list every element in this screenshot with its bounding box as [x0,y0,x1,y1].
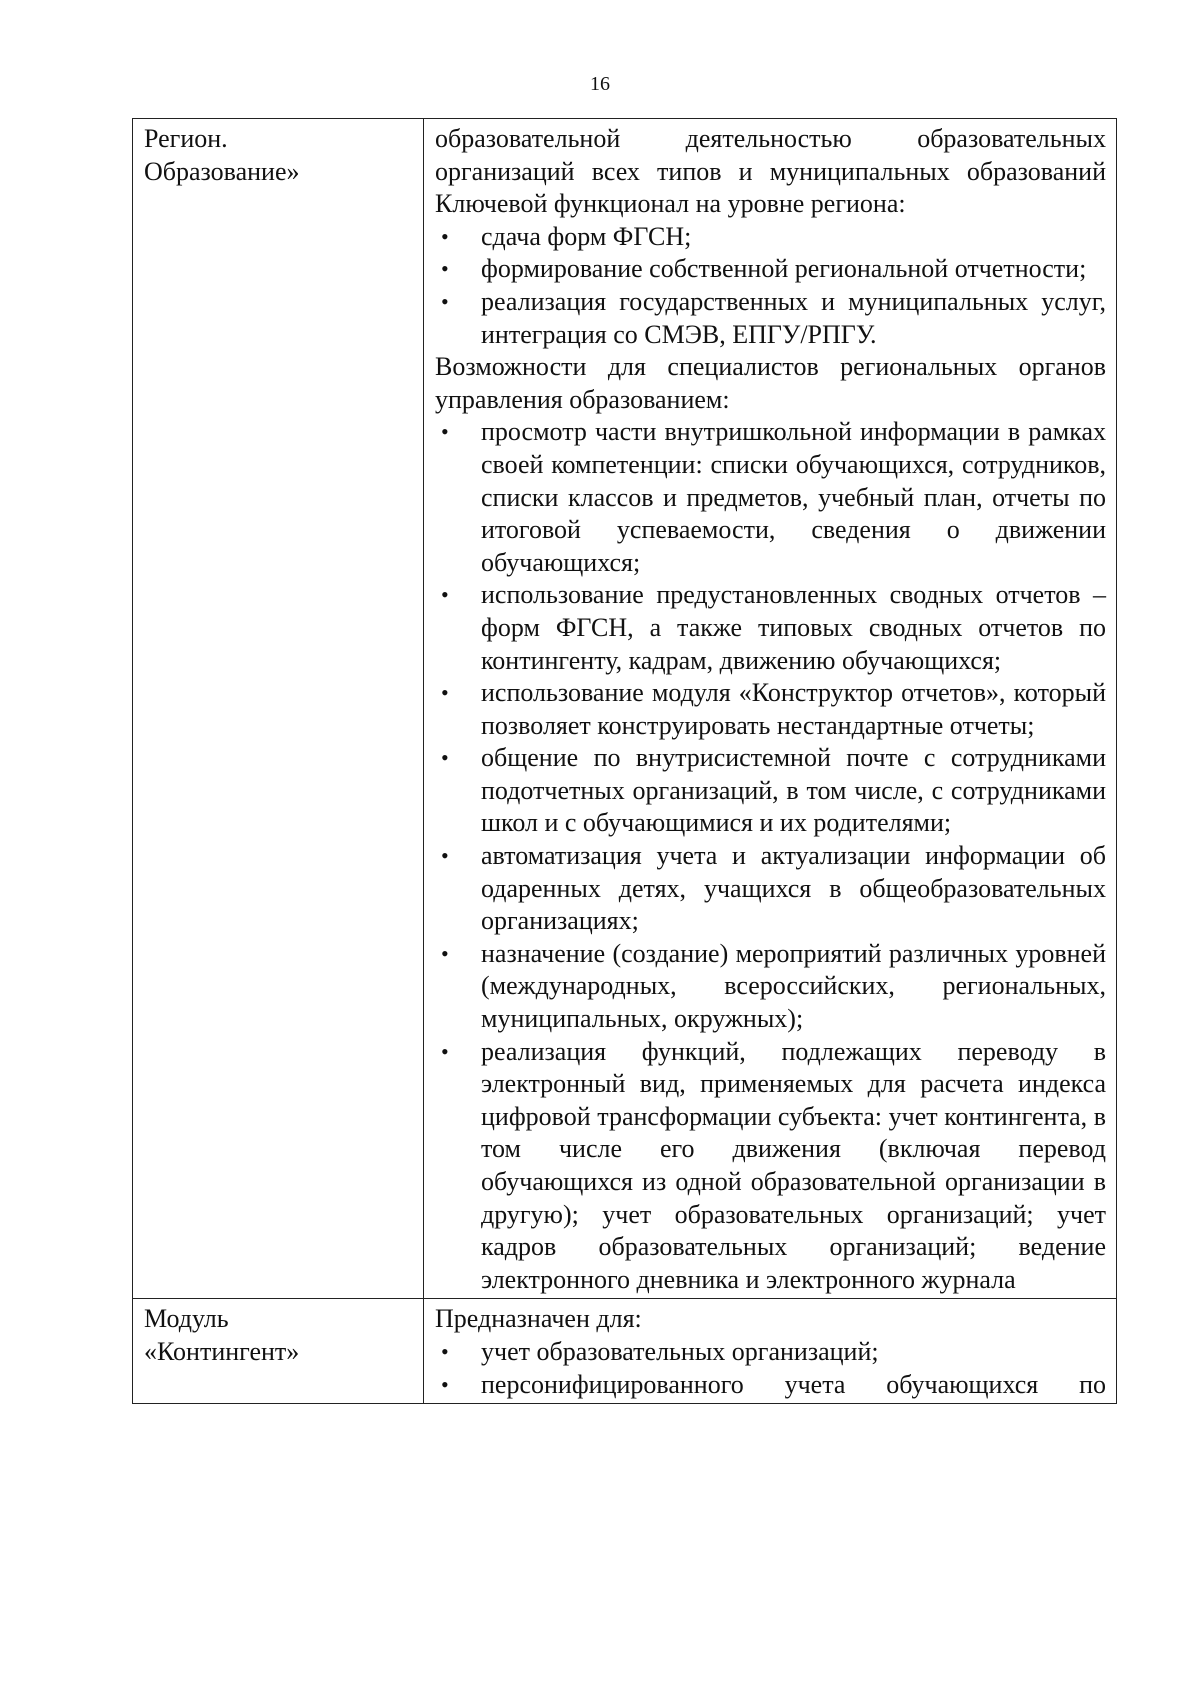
bullet-icon: • [441,1038,449,1064]
bullet-icon: • [441,1338,449,1364]
bullet-icon: • [441,745,449,771]
list-item: • автоматизация учета и актуализации информации об одаренных детях, учащихся в общеобразовательных организациях; [441,841,1106,936]
list-item: • персонифицированного учета обучающихся по [435,1369,1106,1402]
module-name-cell [133,1299,424,1404]
bullet-list [435,416,1106,1296]
bullet-icon: • [441,256,449,282]
list-item: • назначение (создание) мероприятий различных уровней (международных, всероссийских, региональных, муниципальных, окружных); [441,938,1106,1034]
module-name-line: Образование» [144,156,300,186]
bullet-list [435,221,1106,351]
list-item: • использование предустановленных сводных отчетов – форм ФГСН, а также типовых сводных отчетов по контингенту, кадрам, движению обучающихся; [441,580,1106,675]
modules-table [132,118,1117,1404]
bullet-icon: • [441,419,449,445]
module-description-cell [424,1299,1117,1404]
list-item: • учет образовательных организаций; [435,1336,1106,1369]
bullet-list [435,1336,1106,1401]
bullet-icon: • [441,940,449,966]
description-paragraph: Ключевой функционал на уровне региона: [435,189,906,219]
list-item: • общение по внутрисистемной почте с сотрудниками подотчетных организаций, в том числе, с сотрудниками школ и с обучающимися и их родителями; [441,743,1106,838]
module-name-line: Модуль [144,1304,229,1334]
table-row [133,119,1117,1299]
page-number: 16 [590,73,610,95]
module-name-line: «Контингент» [144,1336,300,1366]
list-item: • просмотр части внутришкольной информации в рамках своей компетенции: списки обучающихся, сотрудников, списки классов и предметов, учебный план, отчеты по итоговой успеваемости, сведения о движении обучающихся; [441,417,1106,577]
list-item: • формирование собственной региональной отчетности; [435,253,1106,286]
description-paragraph: Предназначен для: [435,1304,642,1334]
list-item: • реализация государственных и муниципальных услуг, интеграция со СМЭВ, ЕПГУ/РПГУ. [441,286,1106,349]
table-row [133,1299,1117,1404]
bullet-icon: • [441,843,449,869]
list-item: • использование модуля «Конструктор отчетов», который позволяет конструировать нестандартные отчеты; [441,678,1106,740]
bullet-icon: • [441,288,449,314]
list-item: • реализация функций, подлежащих переводу в электронный вид, применяемых для расчета индекса цифровой трансформации субъекта: учет контингента, в том числе его движения (включая перевод обучающихся из одной образовательной организации в другую); учет образовательных организаций; учет кадров образовательных организаций; ведение электронного дневника и электронного журнала [441,1036,1106,1294]
description-paragraph: Возможности для специалистов региональных органов управления образованием: [435,352,1106,414]
bullet-icon: • [441,223,449,249]
bullet-icon: • [441,1371,449,1397]
description-paragraph: образовательной деятельностью образовательных организаций всех типов и муниципальных образований [435,124,1106,186]
bullet-icon: • [441,680,449,706]
module-name-cell [133,119,424,1299]
list-item: • сдача форм ФГСН; [435,221,1106,254]
module-name-line: Регион. [144,124,228,153]
module-description-cell [424,119,1117,1299]
bullet-icon: • [441,582,449,608]
